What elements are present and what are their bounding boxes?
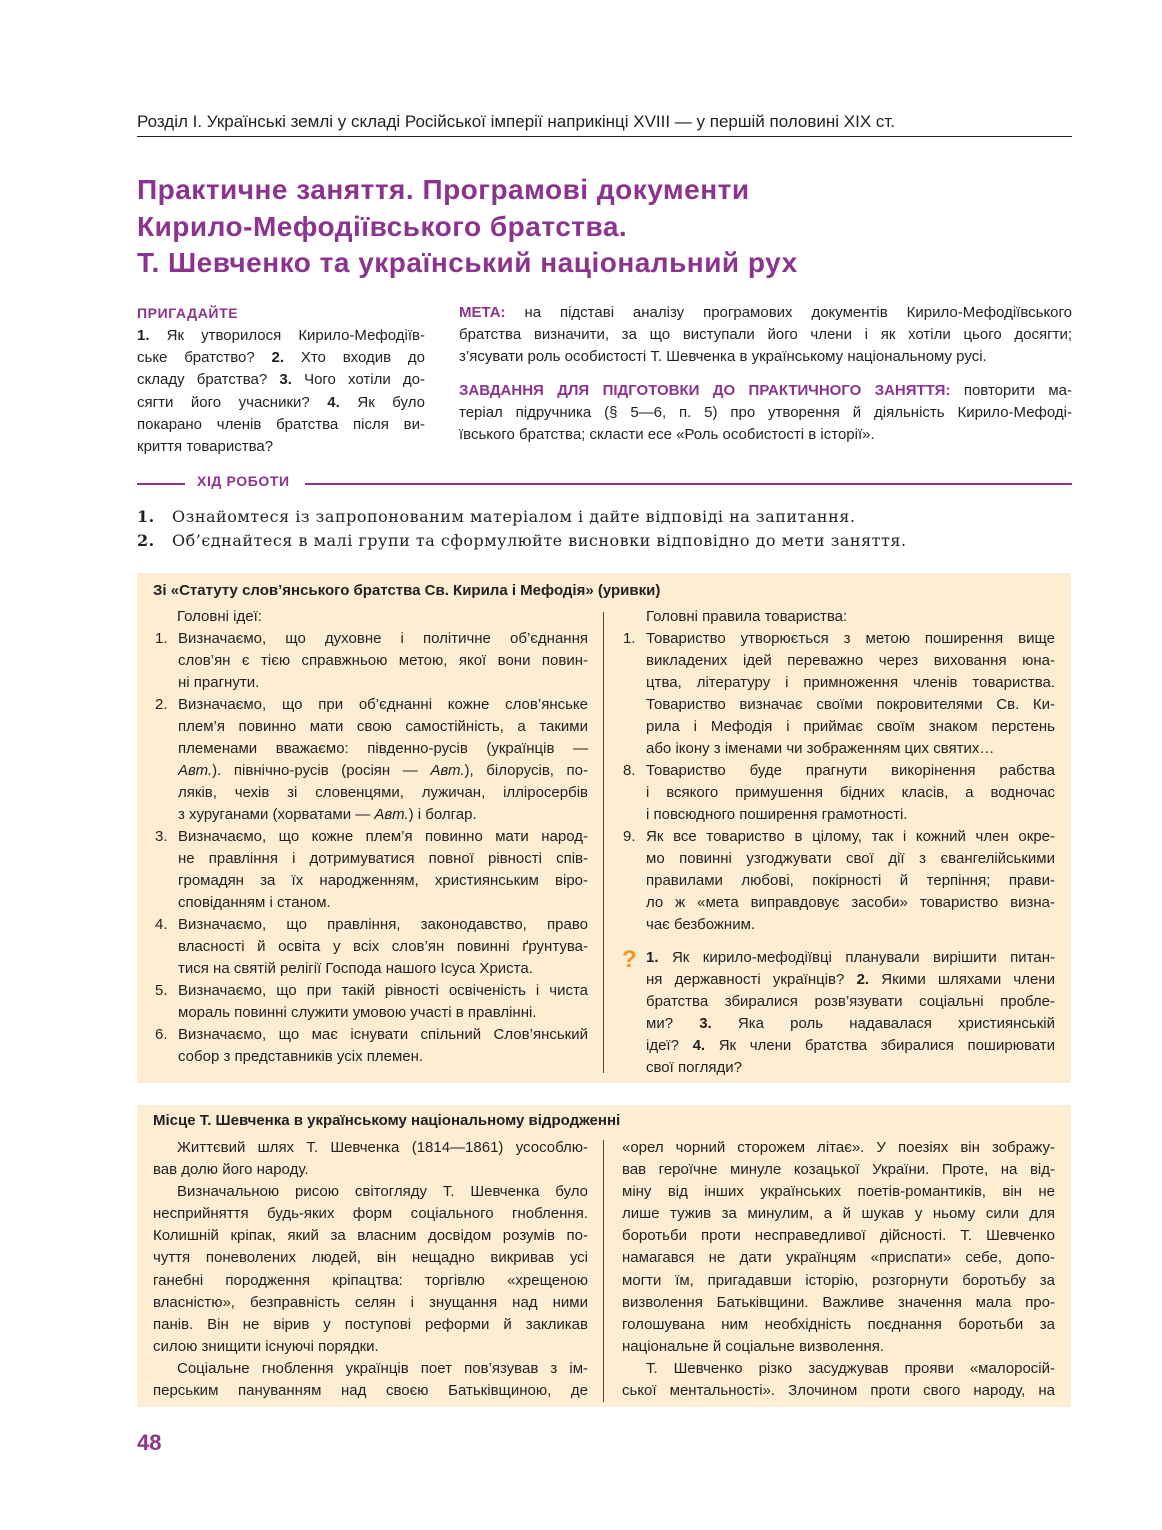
text-line: з хуруганами (хорватами — Авт.) і болгар. [178,806,477,823]
text-line: і повсюдного поширення грамотності. [646,806,908,823]
text-line: «орел чорний сторожем літає». У поезіях він зображу- [622,1139,1055,1156]
question-number: 4. [692,1037,706,1054]
question-mark-icon: ? [622,946,637,973]
text-line: ми? 3. Яка роль надавалася християнській [646,1015,1055,1032]
workflow-heading: ХІД РОБОТИ [197,473,290,489]
text-line: ганебні породження кріпацтва: торгівлю «хрещеною [153,1271,588,1289]
list-item [622,760,1055,826]
list-item [153,826,588,914]
text-line: Колишній кріпак, який за власним досвідом розумів по- [153,1227,588,1245]
item-number: 9. [623,828,636,845]
paragraph [153,1181,588,1358]
text-line: сягти його учасники? 4. Як було [137,393,425,411]
step-text: Ознайомтеся із запропонованим матеріалом і дайте відповіді на запитання. [172,507,856,526]
item-number: 5. [155,982,168,999]
author-note: Авт. [178,762,213,779]
shevchenko-box [137,1105,1071,1407]
item-number: 8. [623,762,636,779]
page-number: 48 [137,1430,162,1455]
item-text [646,760,1055,826]
text-line: Визначальною рисою світогляду Т. Шевченка було [177,1183,588,1201]
shevchenko-text-left [153,1137,588,1402]
step-number: 1. [137,507,155,526]
shevchenko-title: Місце Т. Шевченка в українському національному відродженні [153,1112,621,1129]
text-line: Визначаємо, що має існувати спільний Слов’янський [178,1026,588,1043]
item-number: 1. [155,630,168,647]
item-number: 6. [155,1026,168,1043]
paragraph [153,1358,588,1402]
text-line: перським пануванням над своєю Батьківщиною, де [153,1382,588,1400]
text-line: Товариство утворюється з метою поширення вище [646,630,1055,647]
list-item [153,1024,588,1068]
text-line: боротьби проти несправедливої дійсності. Т. Шевченко [622,1227,1055,1245]
list-item [153,980,588,1024]
recall-heading: ПРИГАДАЙТЕ [137,305,239,321]
column-divider [603,1140,604,1402]
text-line: криття товариства? [137,438,274,456]
item-text [178,694,588,826]
text-line: племенами вважаємо: південно-русів (українців — [178,740,588,757]
question-number: 3. [699,1015,712,1032]
text-line: Визначаємо, що при такій рівності освіченість і чиста [178,982,588,999]
section-label: МЕТА: [459,304,506,321]
lesson-title-line: Т. Шевченко та український національний рух [137,247,798,278]
text-line: Визначаємо, що кожне плем’я повинно мати народ- [178,828,588,845]
text-line: ЗАВДАННЯ ДЛЯ ПІДГОТОВКИ ДО ПРАКТИЧНОГО ЗАНЯТТЯ: повторити ма- [459,382,1072,399]
recall-questions [137,325,425,458]
text-line: намагався не дати українцям «приспати» себе, допо- [622,1249,1055,1267]
running-header: Розділ І. Українські землі у складі Російської імперії наприкінці XVIII — у першій половині XIX ст. [137,112,896,131]
column-divider [603,612,604,1073]
text-line: братства визначити, за що виступали його члени і як хотіли цього досягти; [459,326,1072,343]
text-line: ської ментальності». Злочином проти свого народу, на [622,1382,1055,1400]
item-text [178,980,588,1024]
statute-main-ideas [153,606,588,1068]
text-line: лише тужив за минулим, а й шукав у ньому сили для [622,1205,1055,1223]
list-item [622,826,1055,936]
text-line: братства збиралися розв’язувати соціальні пробле- [646,993,1055,1010]
step-number: 2. [137,531,155,550]
header-rule [137,136,1072,137]
text-line: голошувана ним необхідність поєднання боротьби за [622,1315,1055,1333]
text-line: вав героїчне минуле козацької України. Проте, на від- [622,1161,1055,1179]
text-line: ляків, чехів зі словенцями, лужичан, ілліросербів [178,784,588,801]
text-line: визволення Батьківщини. Важливе значення мала про- [622,1293,1055,1311]
text-line: ївського братства; скласти есе «Роль особистості в історії». [459,426,875,443]
text-line: собор з представників усіх племен. [178,1048,424,1065]
statute-title: Зі «Статуту слов’янського братства Св. Кирила і Мефодія» (уривки) [153,582,661,599]
text-line: плем’я повинно мати свою самостійність, а такими [178,718,588,735]
section-label: ЗАВДАННЯ ДЛЯ ПІДГОТОВКИ ДО ПРАКТИЧНОГО ЗАНЯТТЯ: [459,382,951,399]
text-line: 1. Як утворилося Кирило-Мефодіїв- [137,327,425,344]
question-number: 1. [137,327,150,344]
text-line: свої погляди? [646,1059,742,1076]
text-line: Як все товариство в цілому, так і кожний член окре- [646,828,1055,845]
question-number: 1. [646,949,659,966]
lesson-title-line: Кирило-Мефодіївського братства. [137,210,628,242]
text-line: МЕТА: на підставі аналізу програмових документів Кирило-Мефодіївського [459,304,1072,321]
item-text [178,826,588,914]
text-line: Соціальне гноблення українців поет пов’язував з ім- [177,1359,588,1377]
text-line: 1. Як кирило-мефодіївці планували вирішити питан- [646,949,1055,966]
item-text [646,628,1055,760]
lesson-goal [459,302,1072,368]
text-line: слов’ян є тією справжньою метою, якої вони повин- [178,652,588,669]
paragraph [622,1137,1055,1358]
text-line: мораль повинні служити умовою участі в правлінні. [178,1004,537,1021]
text-line: ло ж «мета виправдовує засоби» товариство визна- [646,894,1055,911]
text-line: теріал підручника (§ 5—6, п. 5) про утворення й діяльність Кирило-Мефоді- [459,404,1072,421]
text-line: Життєвий шлях Т. Шевченка (1814—1861) усособлю- [177,1139,588,1156]
text-line: ідеї? 4. Як члени братства збиралися поширювати [646,1037,1056,1054]
text-line: панів. Він не вірив у поступові реформи й закликав [153,1315,588,1333]
step-text: Об’єднайтеся в малі групи та сформулюйте висновки відповідно до мети заняття. [172,531,907,550]
item-number: 4. [155,916,168,933]
text-line: покарано членів братства після ви- [137,415,425,433]
workflow-rule-left [137,483,185,485]
text-line: Товариство буде прагнути викорінення рабства [646,762,1055,779]
list-item [153,694,588,826]
text-line: цтва, літературу і примноження членів товариства. [646,674,1055,691]
paragraph [153,1137,588,1181]
workflow-rule-right [305,483,1072,485]
question-number: 4. [327,393,340,411]
text-line: Товариство визначає своїми покровителями Св. Ки- [646,696,1055,713]
society-rules-list [622,628,1055,936]
main-ideas-heading: Головні ідеї: [177,608,262,625]
text-line: власності й освіта у всіх слов’ян повинні ґрунтува- [178,938,588,955]
text-line: ні прагнути. [178,674,260,691]
text-line: несприйняття будь-яких форм соціального гноблення. [153,1205,588,1223]
text-line: ське братство? 2. Хто входив до [137,349,426,367]
text-line: міну від інших українських поетів-романтиків, він не [622,1183,1055,1201]
text-line: національне й соціальне визволення. [622,1337,885,1355]
text-line: Т. Шевченко різко засуджував прояви «малоросій- [646,1359,1055,1377]
text-line: чуття поневолених людей, він нещадно викривав усі [153,1249,588,1267]
text-line: не правління і дотримуватися повної рівності спів- [178,850,588,867]
question-number: 2. [856,971,870,988]
lesson-title [137,172,1072,282]
item-number: 2. [155,696,168,713]
item-number: 3. [155,828,168,845]
list-item [153,628,588,694]
statute-questions [622,947,1055,1079]
text-line: складу братства? 3. Чого хотіли до- [137,371,425,389]
author-note: Авт. [374,806,409,823]
text-line: і всякого примушення бідних класів, а водночас [646,784,1055,801]
text-line: тися на святій релігії Господа нашого Ісуса Христа. [178,960,533,977]
lesson-title-line: Практичне заняття. Програмові документи [137,174,750,205]
text-line: мо повинні узгоджувати свої дії з євангелійськими [646,850,1055,867]
paragraph [622,1358,1055,1402]
statute-society-rules [622,606,1055,936]
text-line: силою знищити існуючі порядки. [153,1337,379,1355]
workflow-step [137,529,1072,553]
item-text [178,1024,588,1068]
text-line: рила і Мефодія і приймає своїм знаком перстень [646,718,1055,735]
text-line: вав долю його народу. [153,1161,309,1179]
society-rules-heading: Головні правила товариства: [646,608,848,625]
text-line: Авт.). північно-русів (росіян — Авт.), білорусів, по- [178,762,588,779]
text-line: власністю», безправність селян і знущання над ними [153,1293,588,1311]
list-item [622,628,1055,760]
item-text [178,914,588,980]
text-line: сповіданням і станом. [178,894,331,911]
questions-text [646,947,1055,1079]
item-text [178,628,588,694]
text-line: громадян за їх народженням, християнським віро- [178,872,588,889]
workflow-step [137,505,1072,529]
question-number: 2. [271,349,285,367]
item-number: 1. [623,630,636,647]
text-line: з’ясувати роль особистості Т. Шевченка в українському національному русі. [459,348,987,365]
item-text [646,826,1055,936]
preparation-task [459,380,1072,446]
text-line: або ікону з іменами чи зображенням цих святих… [646,740,995,757]
text-line: чає безбожним. [646,916,756,933]
question-number: 3. [279,371,292,389]
statute-excerpt-box [137,573,1071,1083]
text-line: викладених ідей переважно через виховання юна- [646,652,1055,669]
text-line: правилами любові, покірності й терпіння; прави- [646,872,1055,889]
text-line: Визначаємо, що духовне і політичне об’єднання [178,630,588,647]
text-line: Визначаємо, що правління, законодавство, право [178,916,588,933]
main-ideas-list [153,628,588,1068]
shevchenko-text-right [622,1137,1055,1402]
text-line: Визначаємо, що при об’єднанні кожне слов’янське [178,696,588,713]
text-line: могти їм, пригадавши історію, розгорнути боротьбу за [622,1271,1055,1289]
author-note: Авт. [430,762,465,779]
list-item [153,914,588,980]
text-line: ня державності українців? 2. Якими шляхами члени [646,971,1055,988]
